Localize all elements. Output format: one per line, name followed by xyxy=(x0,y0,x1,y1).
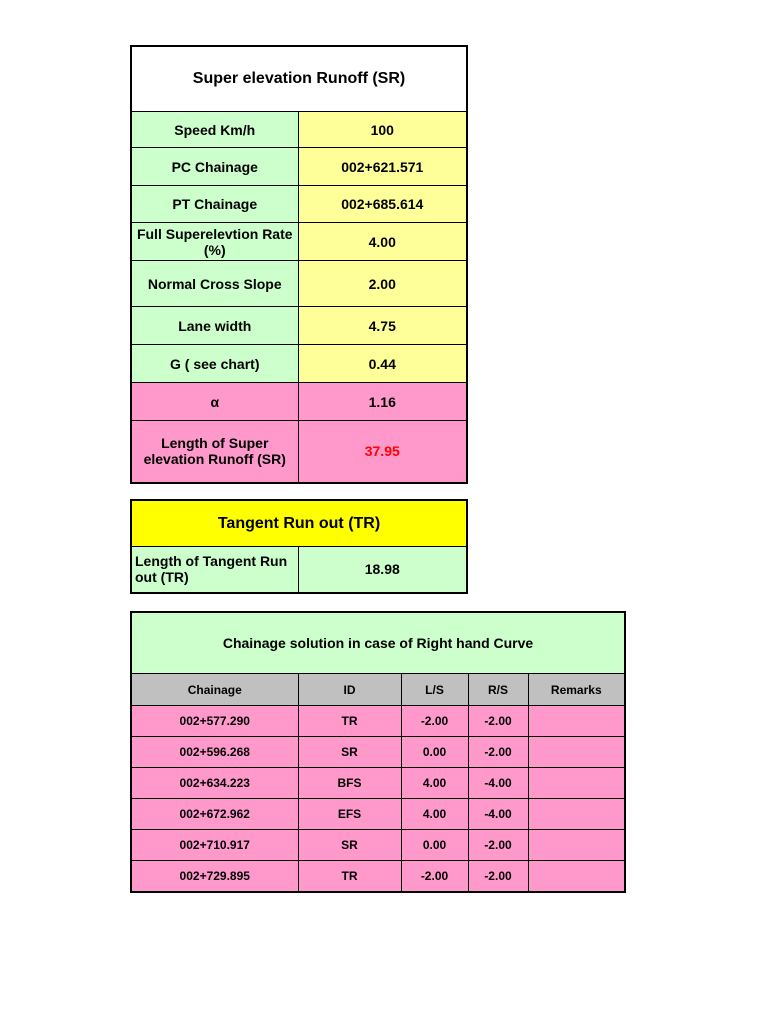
runout-length-value: 18.98 xyxy=(298,547,467,593)
ls-cell: -2.00 xyxy=(401,861,468,892)
id-cell: TR xyxy=(298,861,401,892)
chainage-solution-table xyxy=(130,611,626,893)
ls-cell: 4.00 xyxy=(401,799,468,830)
id-cell: SR xyxy=(298,737,401,768)
pt-chainage-label: PT Chainage xyxy=(131,186,298,223)
ls-cell: 0.00 xyxy=(401,737,468,768)
header-remarks: Remarks xyxy=(528,674,625,706)
id-cell: BFS xyxy=(298,768,401,799)
speed-value[interactable]: 100 xyxy=(298,112,467,148)
rs-cell: -4.00 xyxy=(468,799,528,830)
id-cell: SR xyxy=(298,830,401,861)
rs-cell: -2.00 xyxy=(468,706,528,737)
chainage-cell: 002+634.223 xyxy=(131,768,298,799)
rs-cell: -2.00 xyxy=(468,830,528,861)
id-cell: EFS xyxy=(298,799,401,830)
table-row xyxy=(131,768,625,799)
table-row xyxy=(131,706,625,737)
runout-title: Tangent Run out (TR) xyxy=(131,500,467,547)
table-row xyxy=(131,861,625,892)
tangent-runout-table xyxy=(130,499,468,594)
chainage-title: Chainage solution in case of Right hand Curve xyxy=(131,612,625,674)
ls-cell: 4.00 xyxy=(401,768,468,799)
pt-chainage-value[interactable]: 002+685.614 xyxy=(298,186,467,223)
cross-slope-value[interactable]: 2.00 xyxy=(298,261,467,307)
remarks-cell[interactable] xyxy=(528,799,625,830)
header-id: ID xyxy=(298,674,401,706)
runoff-length-value: 37.95 xyxy=(298,421,467,483)
cross-slope-label: Normal Cross Slope xyxy=(131,261,298,307)
runoff-length-label: Length of Super elevation Runoff (SR) xyxy=(131,421,298,483)
lane-width-label: Lane width xyxy=(131,307,298,345)
chainage-cell: 002+596.268 xyxy=(131,737,298,768)
pc-chainage-label: PC Chainage xyxy=(131,148,298,186)
rs-cell: -2.00 xyxy=(468,861,528,892)
remarks-cell[interactable] xyxy=(528,830,625,861)
rs-cell: -2.00 xyxy=(468,737,528,768)
chainage-cell: 002+577.290 xyxy=(131,706,298,737)
speed-label: Speed Km/h xyxy=(131,112,298,148)
header-rs: R/S xyxy=(468,674,528,706)
id-cell: TR xyxy=(298,706,401,737)
g-factor-value[interactable]: 0.44 xyxy=(298,345,467,383)
pc-chainage-value[interactable]: 002+621.571 xyxy=(298,148,467,186)
runout-length-label: Length of Tangent Run out (TR) xyxy=(131,547,298,593)
chainage-cell: 002+729.895 xyxy=(131,861,298,892)
chainage-cell: 002+672.962 xyxy=(131,799,298,830)
rs-cell: -4.00 xyxy=(468,768,528,799)
superelevation-rate-label: Full Superelevtion Rate (%) xyxy=(131,223,298,261)
lane-width-value[interactable]: 4.75 xyxy=(298,307,467,345)
g-factor-label: G ( see chart) xyxy=(131,345,298,383)
header-chainage: Chainage xyxy=(131,674,298,706)
alpha-value: 1.16 xyxy=(298,383,467,421)
remarks-cell[interactable] xyxy=(528,768,625,799)
superelevation-rate-value[interactable]: 4.00 xyxy=(298,223,467,261)
alpha-label: α xyxy=(131,383,298,421)
header-ls: L/S xyxy=(401,674,468,706)
table-row xyxy=(131,799,625,830)
remarks-cell[interactable] xyxy=(528,706,625,737)
table-row xyxy=(131,737,625,768)
remarks-cell[interactable] xyxy=(528,737,625,768)
ls-cell: 0.00 xyxy=(401,830,468,861)
ls-cell: -2.00 xyxy=(401,706,468,737)
chainage-cell: 002+710.917 xyxy=(131,830,298,861)
superelevation-runoff-table xyxy=(130,45,468,484)
runoff-title: Super elevation Runoff (SR) xyxy=(131,46,467,112)
table-row xyxy=(131,830,625,861)
remarks-cell[interactable] xyxy=(528,861,625,892)
